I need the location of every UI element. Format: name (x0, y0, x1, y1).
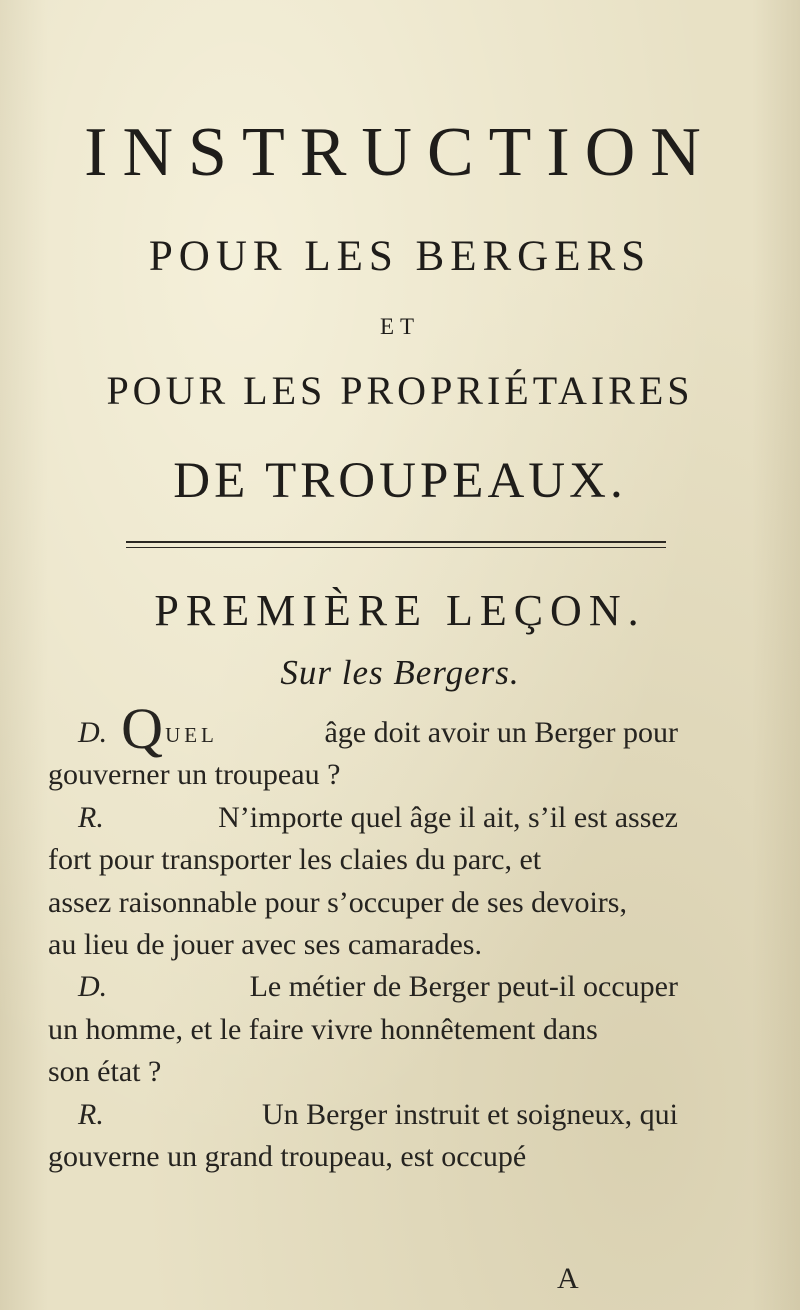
lesson-subtitle: Sur les Bergers. (280, 653, 520, 692)
title-instruction: INSTRUCTION (84, 114, 716, 191)
question-1-line-1 (48, 696, 678, 761)
answer-2-line-1 (48, 1094, 678, 1136)
question-2-line-3 (48, 1051, 678, 1093)
body-text (48, 696, 678, 1178)
answer-2-line-2 (48, 1136, 678, 1178)
question-2-line-2 (48, 1009, 678, 1051)
title-de-troupeaux: DE TROUPEAUX. (173, 453, 627, 509)
answer-1-text-4: au lieu de jouer avec ses camarades. (48, 927, 482, 961)
question-1-lead (78, 696, 232, 761)
answer-1-text-2: fort pour transporter les claies du parc, et (48, 843, 542, 877)
speaker-d: D. (78, 970, 108, 1004)
speaker-r: R. (78, 1097, 104, 1131)
answer-1-text: N’importe quel âge il ait, s’il est assez (218, 800, 678, 834)
signature-mark: A (557, 1262, 579, 1295)
speaker-r: R. (78, 800, 104, 834)
title-pour-les-proprietaires: POUR LES PROPRIÉTAIRES (106, 368, 694, 413)
question-2-text-3: son état ? (48, 1055, 162, 1089)
drop-cap: Q (121, 696, 164, 761)
answer-2-text-2: gouverne un grand troupeau, est occupé (48, 1139, 527, 1173)
question-1-text-cont: gouverner un troupeau ? (48, 758, 341, 792)
title-pour-les-bergers: POUR LES BERGERS (148, 233, 652, 280)
answer-1-line-1 (48, 797, 678, 839)
answer-1-line-3 (48, 882, 678, 924)
lesson-heading: PREMIÈRE LEÇON. (154, 586, 646, 635)
small-caps-word: uel (165, 716, 218, 749)
question-1-text: âge doit avoir un Berger pour (324, 716, 678, 749)
answer-1-text-3: assez raisonnable pour s’occuper de ses devoirs, (48, 885, 627, 919)
answer-2-text: Un Berger instruit et soigneux, qui (261, 1097, 678, 1131)
speaker-d: D. (78, 716, 108, 749)
double-rule-bottom (126, 547, 666, 548)
double-rule-top (126, 541, 666, 543)
answer-1-line-2 (48, 839, 678, 881)
question-2-line-1 (48, 966, 678, 1008)
title-et: ET (379, 314, 421, 339)
question-2-text: Le métier de Berger peut-il occuper (249, 970, 678, 1004)
question-1-line-2 (48, 754, 678, 796)
question-2-text-2: un homme, et le faire vivre honnêtement dans (48, 1012, 598, 1046)
answer-1-line-4 (48, 924, 678, 966)
